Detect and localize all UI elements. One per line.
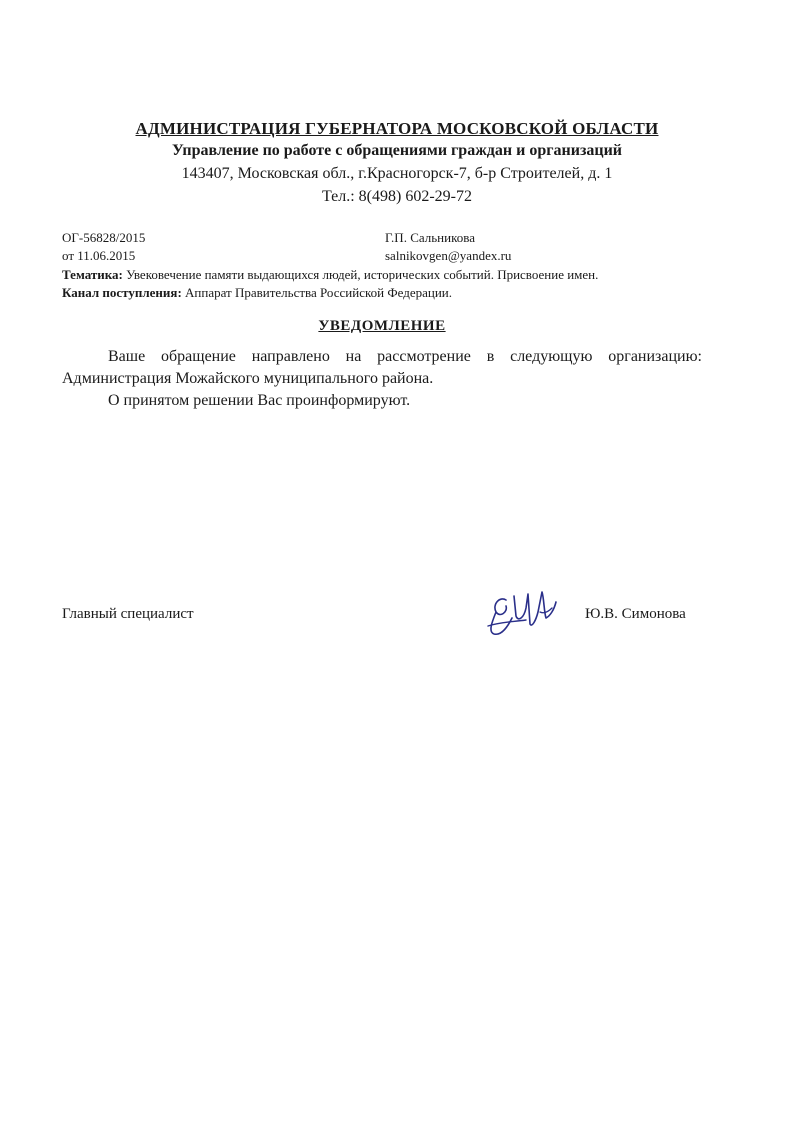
reference-block — [62, 229, 145, 265]
channel-value: Аппарат Правительства Российской Федерации. — [185, 285, 452, 300]
topic-line — [62, 266, 742, 284]
recipient-name: Г.П. Сальникова — [385, 230, 475, 245]
letterhead — [0, 118, 794, 208]
notice-paragraph-2: О принятом решении Вас проинформируют. — [108, 392, 411, 409]
reference-number: ОГ-56828/2015 — [62, 230, 146, 245]
department-name: Управление по работе с обращениями граждан и организаций — [171, 142, 623, 159]
organization-name: АДМИНИСТРАЦИЯ ГУБЕРНАТОРА МОСКОВСКОЙ ОБЛАСТИ — [135, 119, 659, 138]
recipient-block — [385, 229, 511, 265]
handwritten-signature — [478, 582, 578, 642]
notice-title: УВЕДОМЛЕНИЕ — [318, 318, 446, 334]
topic-value: Увековечение памяти выдающихся людей, исторических событий. Присвоение имен. — [126, 267, 599, 282]
signatory-name: Ю.В. Симонова — [585, 606, 686, 622]
notice-paragraph-1: Ваше обращение направлено на рассмотрение в следующую организацию: Администрация Можайского муниципального района. — [62, 348, 702, 387]
topic-block — [62, 266, 742, 302]
recipient-email: salnikovgen@yandex.ru — [385, 248, 512, 263]
channel-label: Канал поступления: — [62, 285, 182, 300]
notice-body — [62, 346, 702, 412]
channel-line — [62, 284, 742, 302]
signatory-role: Главный специалист — [62, 606, 194, 622]
address: 143407, Московская обл., г.Красногорск-7, б-р Строителей, д. 1 — [181, 165, 613, 182]
topic-label: Тематика: — [62, 267, 123, 282]
reference-date: от 11.06.2015 — [62, 248, 136, 263]
phone: Тел.: 8(498) 602-29-72 — [321, 188, 472, 205]
